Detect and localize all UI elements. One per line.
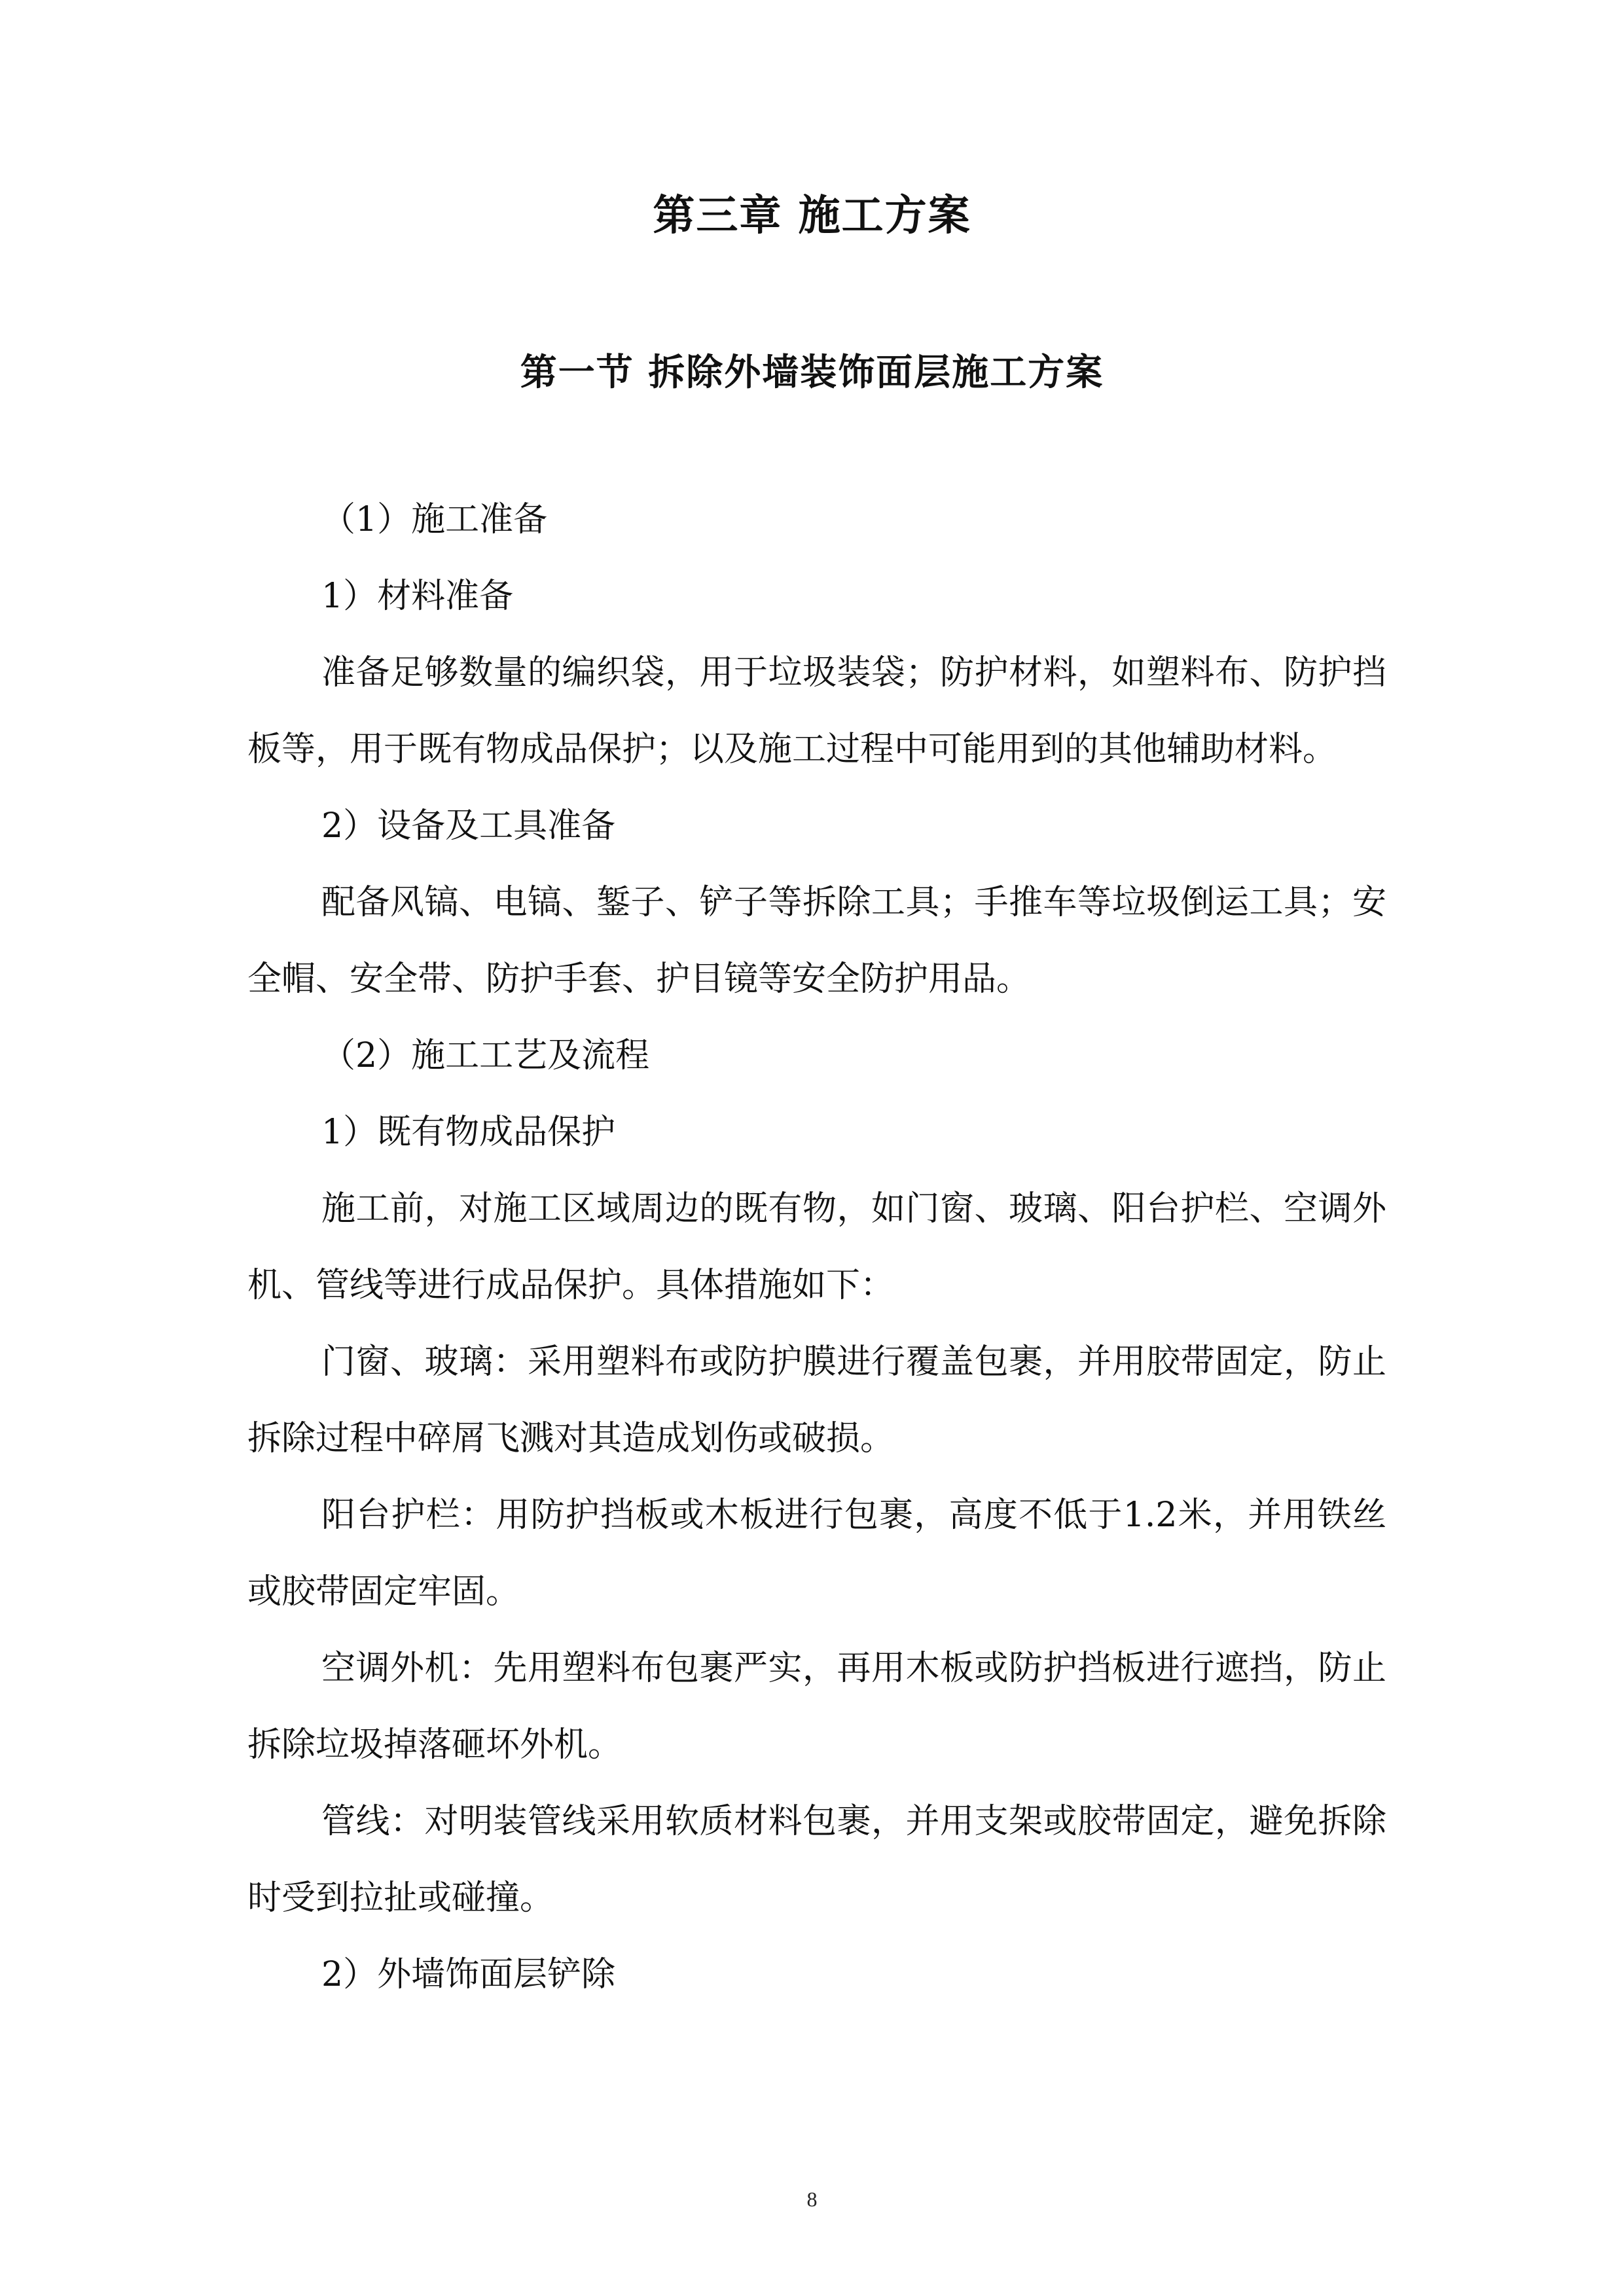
paragraph-equipment-tools: 配备风镐、电镐、錾子、铲子等拆除工具；手推车等垃圾倒运工具；安全帽、安全带、防护手套、护目镜等安全防护用品。 [247,883,1386,999]
paragraph-doors-windows: 门窗、玻璃：采用塑料布或防护膜进行覆盖包裹，并用胶带固定，防止拆除过程中碎屑飞溅对其造成划伤或破损。 [247,1342,1386,1458]
paragraph-existing-protection: 施工前，对施工区域周边的既有物，如门窗、玻璃、阳台护栏、空调外机、管线等进行成品保护。具体措施如下： [247,1189,1386,1305]
subheading-construction-preparation: （1）施工准备 [321,500,548,539]
paragraph-material-preparation: 准备足够数量的编织袋，用于垃圾装袋；防护材料，如塑料布、防护挡板等，用于既有物成品保护；以及施工过程中可能用到的其他辅助材料。 [247,653,1386,769]
body-text [247,482,1386,2013]
subheading-facade-removal: 2）外墙饰面层铲除 [321,1955,616,1994]
page-number: 8 [806,2187,818,2211]
subheading-existing-protection: 1）既有物成品保护 [321,1113,616,1152]
section-title: 第一节 拆除外墙装饰面层施工方案 [520,351,1104,394]
subheading-process-flow: （2）施工工艺及流程 [321,1036,650,1075]
subheading-equipment-tools: 2）设备及工具准备 [321,806,616,846]
subheading-material-preparation: 1）材料准备 [321,577,514,616]
paragraph-balcony-railing: 阳台护栏：用防护挡板或木板进行包裹，高度不低于1.2米，并用铁丝或胶带固定牢固。 [247,1496,1386,1611]
paragraph-pipelines: 管线：对明装管线采用软质材料包裹，并用支架或胶带固定，避免拆除时受到拉扯或碰撞。 [247,1802,1386,1918]
chapter-title: 第三章 施工方案 [653,192,971,240]
paragraph-ac-unit: 空调外机：先用塑料布包裹严实，再用木板或防护挡板进行遮挡，防止拆除垃圾掉落砸坏外机。 [247,1649,1386,1765]
